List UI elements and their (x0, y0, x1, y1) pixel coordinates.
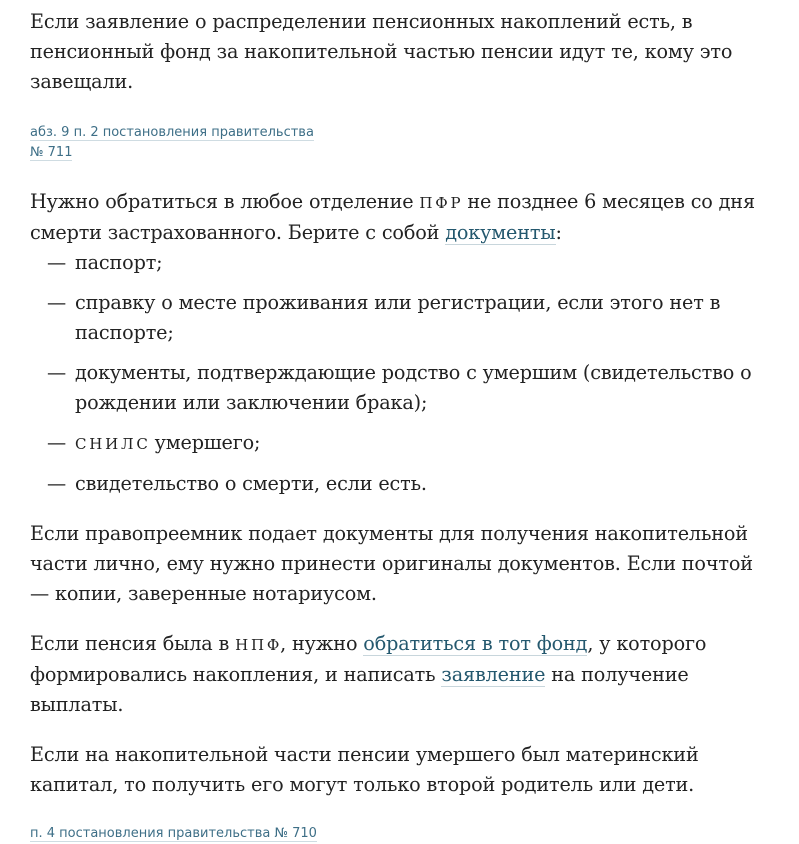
abbr-snils: СНИЛС (75, 435, 151, 453)
abbr-pfr: ПФР (419, 194, 464, 212)
list-item-text: умершего; (148, 431, 261, 454)
list-item (30, 358, 770, 418)
apply-text-3: : (555, 221, 562, 244)
source-link-decree-710[interactable]: п. 4 постановления правительства № 710 (30, 826, 317, 841)
apply-paragraph (30, 187, 770, 248)
source-note (30, 123, 320, 163)
npf-paragraph (30, 629, 770, 720)
documents-link[interactable]: документы (445, 221, 556, 244)
npf-text-4: на получение выплаты. (30, 663, 689, 716)
list-item-text: паспорт; (75, 251, 163, 274)
npf-text-1: Если пенсия была в (30, 632, 236, 655)
dash-marker: — (47, 431, 67, 454)
list-item-text: документы, подтверждающие родство с умершим (свидетельство о рождении или заключении брака); (75, 361, 752, 414)
submission-paragraph: Если правопреемник подает документы для получения накопительной части лично, ему нужно принести оригиналы документов. Если почтой — копии, заверенные нотариусом. (30, 522, 753, 605)
list-item (30, 248, 770, 278)
list-item (30, 428, 770, 459)
dash-marker: — (47, 291, 67, 314)
dash-marker: — (47, 472, 67, 495)
maternity-capital-paragraph: Если на накопительной части пенсии умершего был материнский капитал, то получить его могут только второй родитель или дети. (30, 743, 699, 796)
abbr-npf: НПФ (235, 636, 283, 654)
contact-fund-link[interactable]: обратиться в тот фонд (363, 632, 588, 655)
dash-marker: — (47, 361, 67, 384)
list-item (30, 288, 770, 348)
apply-text-2: не позднее 6 месяцев со дня смерти застрахованного. Берите с собой (30, 190, 755, 244)
npf-text-2: , нужно (280, 632, 364, 655)
dash-marker: — (47, 251, 67, 274)
list-item-text: справку о месте проживания или регистрации, если этого нет в паспорте; (75, 291, 721, 344)
list-item (30, 469, 770, 499)
application-link[interactable]: заявление (441, 663, 546, 686)
intro-paragraph: Если заявление о распределении пенсионных накоплений есть, в пенсионный фонд за накопительной частью пенсии идут те, кому это завещали. (30, 10, 733, 93)
source-link-decree-711[interactable]: абз. 9 п. 2 постановления правительства № 711 (30, 125, 314, 160)
article-body (30, 7, 770, 844)
npf-text-3: , у которого формировались накопления, и написать (30, 632, 707, 686)
apply-text-1: Нужно обратиться в любое отделение (30, 190, 420, 213)
documents-list (30, 248, 770, 499)
list-item-text: свидетельство о смерти, если есть. (75, 472, 427, 495)
source-note (30, 824, 770, 844)
